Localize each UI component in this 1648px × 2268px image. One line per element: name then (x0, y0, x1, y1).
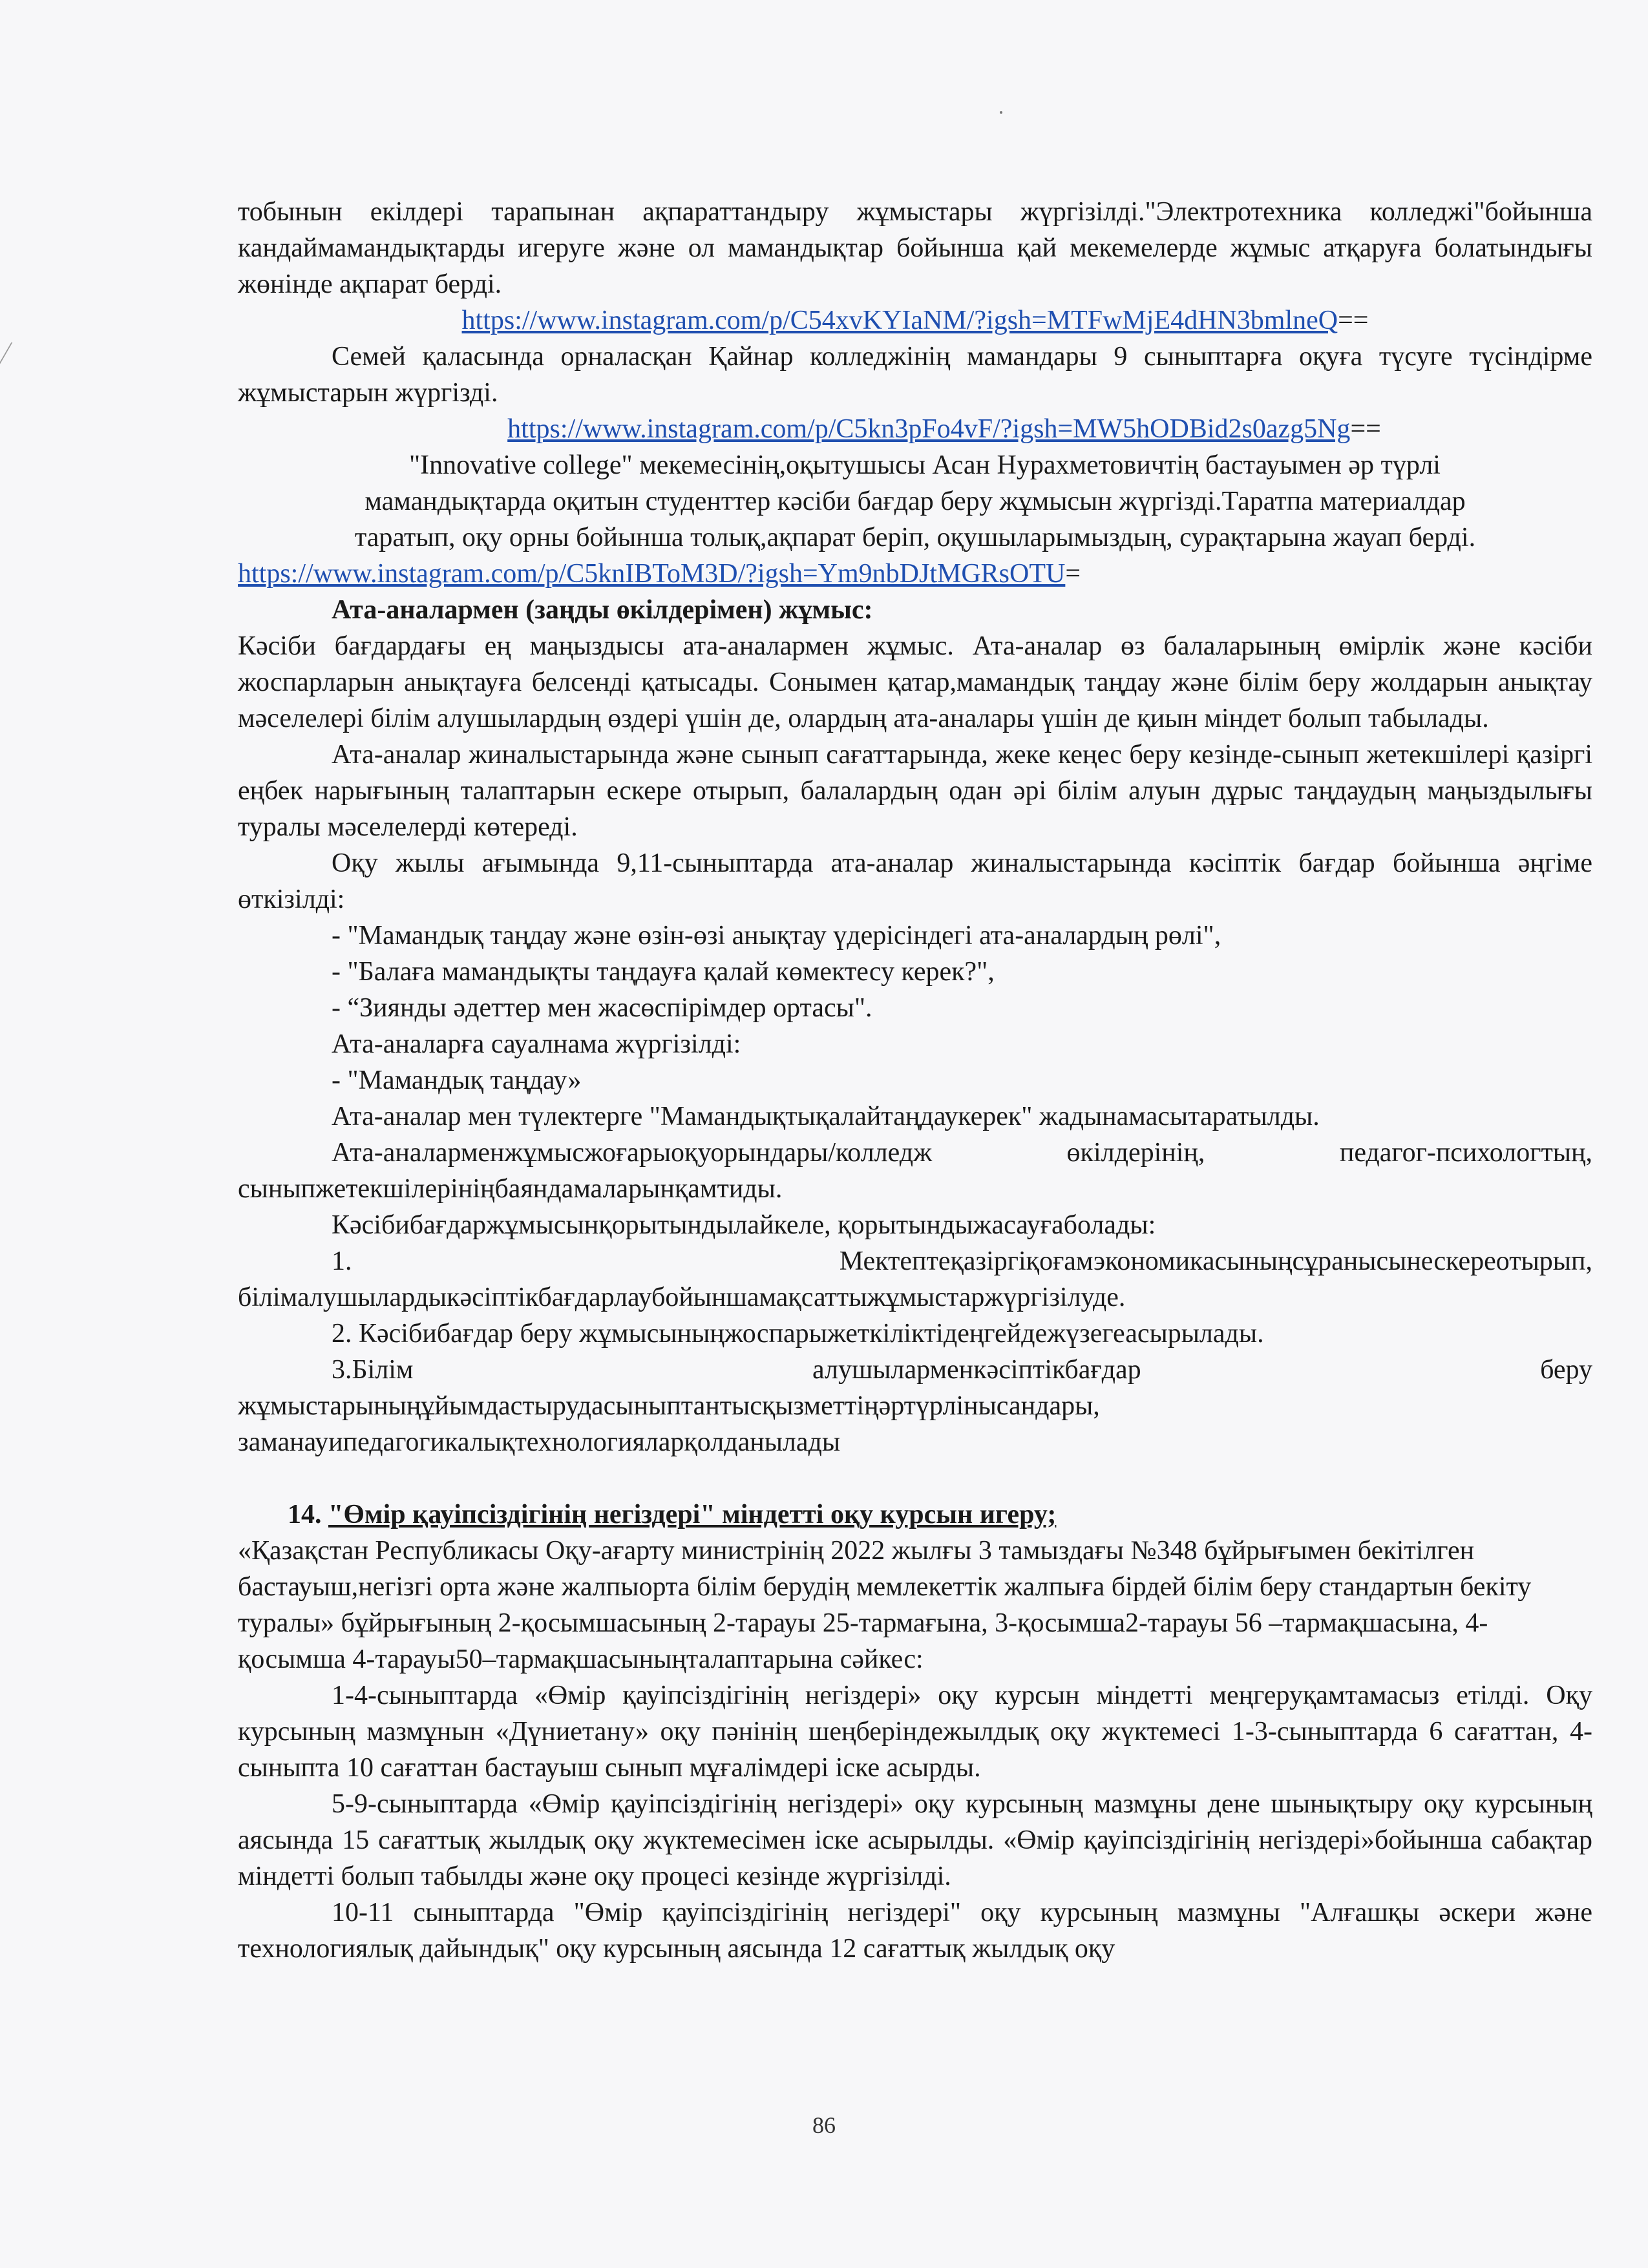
conclusion-3-word-1: 3.Білім (332, 1355, 414, 1385)
paragraph-kainar: Семей қаласында орналасқан Қайнар колледжінің мамандары 9 сыныптарға оқуға түсуге түсіндірме жұмыстарын жүргізді. (238, 342, 1592, 408)
paragraph-innovative-line-1: "Innovative college" мекемесінің,оқытушысы Асан Нурахметовичтің бастауымен әр түрлі (409, 450, 1441, 480)
link-suffix-3: = (1065, 559, 1081, 589)
scan-mark (0, 342, 26, 381)
instagram-link-1[interactable]: https://www.instagram.com/p/C54xvKYIaNM/?igsh=MTFwMjE4dHN3bmlneQ (461, 306, 1338, 335)
link-line-1 (238, 302, 1592, 339)
section-14-title: "Өмір қауіпсіздігінің негіздері" міндетті оқу курсын игеру; (328, 1500, 1057, 1529)
list-item: - “Зиянды әдеттер мен жасөспірімдер ортасы". (332, 993, 872, 1023)
conclusion-3-word-3: беру (1540, 1355, 1592, 1385)
list-item: - "Мамандық таңдау» (332, 1066, 582, 1095)
paragraph-grades-10-11: 10-11 сыныптарда "Өмір қауіпсіздігінің негіздері" оқу курсының мазмұны "Алғашқы әскери және технологиялық дайындық" оқу курсының аясында 12 сағаттық жылдық оқу (238, 1898, 1592, 1964)
list-item: - "Мамандық таңдау және өзін-өзі анықтау үдерісіндегі ата-аналардың рөлі", (332, 921, 1221, 950)
conclusion-1-line-1 (238, 1243, 1592, 1279)
section-14-number: 14. (288, 1500, 322, 1529)
paragraph-memo: Ата-аналар мен түлектерге "Мамандықтықалайтаңдаукерек" жадынамасытаратылды. (332, 1102, 1320, 1131)
paragraph-representatives: Ата-аналарменжұмысжоғарыоқуорындары/колледж өкілдерінің, педагог-психологтың, сыныпжетекшілерініңбаяндамаларынқамтиды. (238, 1138, 1592, 1204)
instagram-link-2[interactable]: https://www.instagram.com/p/C5kn3pFo4vF/?igsh=MW5hODBid2s0azg5Ng (507, 414, 1351, 444)
list-item: - "Балаға мамандықты таңдауға қалай көмектесу керек?", (332, 957, 995, 987)
conclusion-3-line-1 (238, 1352, 1592, 1388)
conclusion-3-word-2: алушыларменкәсіптікбағдар (812, 1355, 1141, 1385)
link-suffix-1: == (1338, 306, 1369, 335)
section-14-heading (238, 1496, 1592, 1533)
paragraph-grades-1-4: 1-4-сыныптарда «Өмір қауіпсіздігінің негіздері» оқу курсын міндетті меңгеруқамтамасыз етілді. Оқу курсының мазмұнын «Дүниетану» оқу пәнінің шеңберіндежылдық оқу жүктемесі 1-3-сыныптарда 6 сағаттан, 4-сыныпта 10 сағаттан бастауыш сынып мұғалімдері іске асырды. (238, 1681, 1592, 1783)
paragraph-conclusion-intro: Кәсібибағдаржұмысынқорытындылайкеле, қорытындыжасауғаболады: (332, 1210, 1156, 1240)
conclusion-2: 2. Кәсібибағдар беру жұмысыныңжоспарыжеткіліктідеңгейдежүзегеасырылады. (332, 1319, 1264, 1349)
scan-speck (1000, 111, 1002, 114)
conclusion-1-line-2: білімалушылардыкәсіптікбағдарлаубойыншамақсаттыжұмыстаржүргізілуде. (238, 1283, 1126, 1312)
paragraph-grades-5-9: 5-9-сыныптарда «Өмір қауіпсіздігінің негіздері» оқу курсының мазмұны дене шынықтыру оқу курсының аясында 15 сағаттық жылдық оқу жүктемесімен іске асырылды. «Өмір қауіпсіздігінің негіздері»бойынша сабақтар міндетті болып табылды және оқу процесі кезінде жүргізілді. (238, 1789, 1592, 1891)
paragraph-survey: Ата-аналарға сауалнама жүргізілді: (332, 1029, 741, 1059)
paragraph-parents-work: Кәсіби бағдардағы ең маңыздысы ата-аналармен жұмыс. Ата-аналар өз балаларының өмірлік және кәсіби жоспарларын анықтауға белсенді қатысады. Сонымен қатар,мамандық таңдау және білім беру жолдарын анықтау мәселелері білім алушылардың өздері үшін де, олардың ата-аналары үшін де қиын міндет болып табылады. (238, 631, 1592, 733)
section-heading-parents: Ата-аналармен (заңды өкілдерімен) жұмыс: (332, 595, 873, 625)
page-number: 86 (812, 2112, 836, 2138)
link-line-3 (238, 556, 1592, 592)
paragraph-parent-meetings: Ата-аналар жиналыстарында және сынып сағаттарында, жеке кеңес беру кезінде-сынып жетекшілері қазіргі еңбек нарығының талаптарын ескере отырып, балалардың одан әрі білім алуын дұрыс таңдаудың маңыздылығы туралы мәселелерді көтереді. (238, 740, 1592, 842)
link-line-2 (238, 411, 1592, 447)
paragraph-electrotechnics: тобынын екілдері тарапынан ақпараттандыру жұмыстары жүргізілді."Электротехника колледжі"бойынша кандаймамандықтарды игеруге және ол мамандықтар бойынша қай мекемелерде жұмыс атқаруға болатындығы жөнінде ақпарат берді. (238, 197, 1592, 299)
conclusion-3-line-2: жұмыстарыныңұйымдастырудасыныптантысқызметтіңәртүрлінысандары, (238, 1391, 1100, 1421)
paragraph-innovative-line-2: мамандықтарда оқитын студенттер кәсіби бағдар беру жұмысын жүргізді.Таратпа материалдар (364, 487, 1466, 516)
conclusion-3-line-3: заманауипедагогикалықтехнологияларқолданылады (238, 1427, 841, 1457)
paragraph-innovative-line-3: таратып, оқу орны бойынша толық,ақпарат беріп, оқушыларымыздың, сурақтарына жауап берді. (354, 523, 1476, 552)
paragraph-school-year: Оқу жылы ағымында 9,11-сыныптарда ата-аналар жиналыстарында кәсіптік бағдар бойынша әңгіме өткізілді: (238, 848, 1592, 914)
page-content (238, 194, 1592, 1967)
conclusion-1-text: Мектептеқазіргіқоғамэкономикасыныңсұранысынескереотырып, (839, 1246, 1592, 1276)
instagram-link-3[interactable]: https://www.instagram.com/p/C5knIBToM3D/?igsh=Ym9nbDJtMGRsOTU (238, 559, 1066, 589)
conclusion-1-number: 1. (332, 1246, 352, 1276)
paragraph-standard: «Қазақстан Республикасы Оқу-ағарту министрінің 2022 жылғы 3 тамыздағы №348 бұйрығымен бекітілген бастауыш,негізгі орта және жалпыорта білім берудің мемлекеттік жалпыға бірдей білім беру стандартын бекіту туралы» бұйрығының 2-қосымшасының 2-тарауы 25-тармағына, 3-қосымша2-тарауы 56 –тармақшасына, 4-қосымша 4-тарауы50–тармақшасыныңталаптарына сәйкес: (238, 1536, 1532, 1674)
link-suffix-2: == (1350, 414, 1381, 444)
